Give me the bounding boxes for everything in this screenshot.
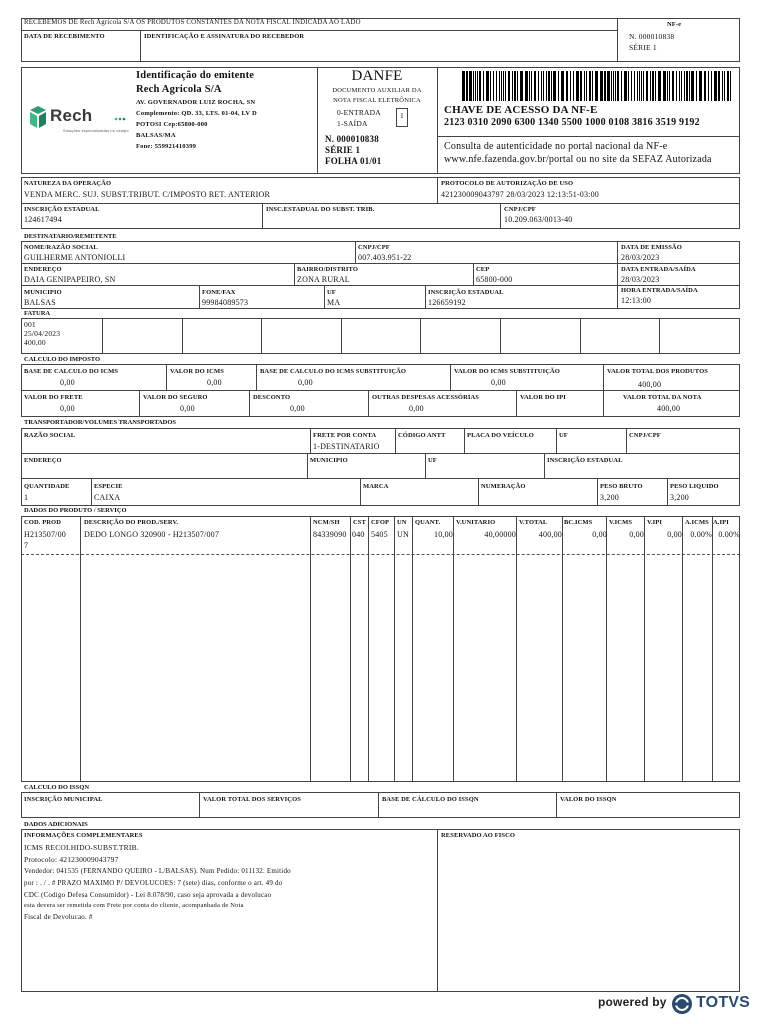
item-quant: 10,00 <box>434 530 453 539</box>
bc-icms-label: BASE DE CALCULO DO ICMS <box>24 368 119 375</box>
powered-by: powered by <box>598 995 667 1009</box>
produtos-section: DADOS DO PRODUTO / SERVIÇO <box>24 507 127 514</box>
dest-municipio: BALSAS <box>24 298 56 307</box>
v-prod: 400,00 <box>638 380 662 389</box>
dest-uf: MA <box>327 298 341 307</box>
produtos-column-divider <box>394 516 395 782</box>
dest-nome: GUILHERME ANTONIOLLI <box>24 253 126 262</box>
info-line-3: Vendedor: 041535 (FERNANDO QUEIRO - L/BALSAS). Num Pedido: 011132. Emitido <box>24 867 291 875</box>
seguro-label: VALOR DO SEGURO <box>143 394 208 401</box>
col-descricao: DESCRIÇÃO DO PROD./SERV. <box>84 519 179 526</box>
danfe-numero: N. 000010838 <box>325 134 379 144</box>
produtos-column-divider <box>606 516 607 782</box>
produtos-column-divider <box>412 516 413 782</box>
dest-cep-label: CEP <box>476 266 490 273</box>
transp-cnpj-label: CNPJ/CPF <box>629 432 661 439</box>
canhoto-nfe-serie: SÉRIE 1 <box>629 43 657 52</box>
issqn-bc-label: BASE DE CÁLCULO DO ISSQN <box>382 796 479 803</box>
v-nota-label: VALOR TOTAL DA NOTA <box>623 394 702 401</box>
emitente-fone: Fone: 559921410399 <box>136 143 197 150</box>
item-vipi: 0,00 <box>667 530 682 539</box>
transp-uf2-label: UF <box>428 457 437 464</box>
transp-qtd: 1 <box>24 493 29 502</box>
frete: 0,00 <box>60 404 75 413</box>
transp-marca-label: MARCA <box>363 483 389 490</box>
emitente-cnpj-label: CNPJ/CPF <box>504 206 536 213</box>
issqn-v-label: VALOR DO ISSQN <box>560 796 617 803</box>
transp-uf-label: UF <box>559 432 568 439</box>
item-aicms: 0.00% <box>690 530 712 539</box>
v-nota: 400,00 <box>657 404 681 413</box>
produtos-column-divider <box>350 516 351 782</box>
transporte-section: TRANSPORTADOR/VOLUMES TRANSPORTADOS <box>24 419 177 426</box>
col-vunit: V.UNITARIO <box>456 519 496 526</box>
ie-st-label: INSC.ESTADUAL DO SUBST. TRIB. <box>266 206 375 213</box>
transp-numeracao-label: NUMERAÇÃO <box>481 483 526 490</box>
info-line-5: CDC (Codigo Defesa Consumidor) - Lei 8.078/90, caso seja aprovada a devolucao <box>24 891 272 899</box>
imposto-section: CALCULO DO IMPOSTO <box>24 356 101 363</box>
transp-qtd-label: QUANTIDADE <box>24 483 70 490</box>
col-vicms: V.ICMS <box>609 519 633 526</box>
totvs-brand: TOTVS <box>696 994 751 1011</box>
nfe-label: NF-e <box>667 21 682 28</box>
outras: 0,00 <box>409 404 424 413</box>
info-line-1: ICMS RECOLHIDO-SUBST.TRIB. <box>24 843 139 852</box>
transp-especie-label: ESPECIE <box>94 483 123 490</box>
natureza-value: VENDA MERC. SUJ. SUBST.TRIBUT. C/IMPOSTO RET. ANTERIOR <box>24 190 271 199</box>
col-cst: CST <box>353 519 366 526</box>
danfe-saida: 1-SAÍDA <box>337 119 368 128</box>
produtos-box <box>21 516 740 782</box>
consulta-line2: www.nfe.fazenda.gov.br/portal ou no site da SEFAZ Autorizada <box>444 154 712 165</box>
fatura-valor: 400,00 <box>24 338 46 347</box>
data-recebimento-label: DATA DE RECEBIMENTO <box>24 33 105 40</box>
produtos-column-divider <box>682 516 683 782</box>
barcode <box>462 71 732 101</box>
item-vicms: 0,00 <box>629 530 644 539</box>
item-vunit: 40,00000 <box>484 530 516 539</box>
danfe-folha: FOLHA 01/01 <box>325 156 382 166</box>
item-cfop: 5405 <box>371 530 388 539</box>
dest-bairro: ZONA RURAL <box>297 275 350 284</box>
dest-ie-label: INSCRIÇÃO ESTADUAL <box>428 289 504 296</box>
produtos-column-divider <box>562 516 563 782</box>
item-un: UN <box>397 530 409 539</box>
col-ncm: NCM/SH <box>313 519 340 526</box>
canhoto-text: RECEBEMOS DE Rech Agricola S/A OS PRODUTOS CONSTANTES DA NOTA FISCAL INDICADA AO LADO <box>24 19 361 26</box>
bc-st: 0,00 <box>298 378 313 387</box>
danfe-title: DANFE <box>351 68 403 84</box>
col-cod: COD. PROD <box>24 519 62 526</box>
dest-emissao: 28/03/2023 <box>621 253 660 262</box>
bc-st-label: BASE DE CALCULO DO ICMS SUBSTITUIÇÃO <box>260 368 407 375</box>
ie-label: INSCRIÇÃO ESTADUAL <box>24 206 100 213</box>
col-cfop: CFOP <box>371 519 390 526</box>
fatura-box <box>21 318 740 354</box>
transp-bruto: 3,200 <box>600 493 619 502</box>
dest-hora-label: HORA ENTRADA/SAÍDA <box>621 287 698 294</box>
item-vtotal: 400,00 <box>538 530 562 539</box>
protocolo-label: PROTOCOLO DE AUTORIZAÇÃO DE USO <box>441 180 574 187</box>
info-label: INFORMAÇÕES COMPLEMENTARES <box>24 832 143 839</box>
v-st: 0,00 <box>491 378 506 387</box>
chave-valor: 2123 0310 2090 6300 1340 5500 1000 0108 3816 3519 9192 <box>444 117 700 128</box>
emitente-nome: Rech Agricola S/A <box>136 84 222 95</box>
desconto-label: DESCONTO <box>253 394 291 401</box>
totvs-logo-icon <box>671 993 693 1015</box>
item-cod1: H213507/00 <box>24 530 66 539</box>
danfe-serie: SÉRIE 1 <box>325 145 361 155</box>
produtos-column-divider <box>644 516 645 782</box>
dest-nome-label: NOME/RAZÃO SOCIAL <box>24 244 98 251</box>
issqn-im-label: INSCRIÇÃO MUNICIPAL <box>24 796 103 803</box>
item-cst: 040 <box>352 530 365 539</box>
produtos-column-divider <box>368 516 369 782</box>
v-icms: 0,00 <box>207 378 222 387</box>
col-vipi: V.IPI <box>647 519 663 526</box>
transp-antt-label: CÓDIGO ANTT <box>398 432 446 439</box>
dest-hora: 12:13:00 <box>621 296 652 305</box>
dest-endereco: DAIA GENIPAPEIRO, SN <box>24 275 116 284</box>
dest-cep: 65800-000 <box>476 275 513 284</box>
item-bcicms: 0,00 <box>592 530 607 539</box>
issqn-servicos-label: VALOR TOTAL DOS SERVIÇOS <box>203 796 301 803</box>
danfe-sub2: NOTA FISCAL ELETRÔNICA <box>333 97 421 104</box>
col-aicms: A.ICMS <box>685 519 709 526</box>
info-line-7: Fiscal de Devolucao. # <box>24 913 93 921</box>
produtos-column-divider <box>80 516 81 782</box>
produtos-column-divider <box>310 516 311 782</box>
info-line-4: por : . / . # PRAZO MAXIMO P/ DEVOLUCOES: 7 (sete) dias, conforme o art. 49 do <box>24 879 283 887</box>
fisco-label: RESERVADO AO FISCO <box>441 832 516 839</box>
consulta-line1: Consulta de autenticidade no portal nacional da NF-e <box>444 141 668 152</box>
transp-ie-label: INSCRIÇÃO ESTADUAL <box>547 457 623 464</box>
seguro: 0,00 <box>180 404 195 413</box>
item-descricao: DEDO LONGO 320900 - H213507/007 <box>84 530 220 539</box>
info-line-6: esta devera ser remetida com Frete por conta do cliente, acompanhada de Nota <box>24 902 244 909</box>
logo-text: Rech <box>50 106 93 125</box>
dest-endereco-label: ENDEREÇO <box>24 266 62 273</box>
dest-entrada-label: DATA ENTRADA/SAÍDA <box>621 266 696 273</box>
emitente-bairro-cep: POTOSI Cep:65800-000 <box>136 121 208 128</box>
dest-emissao-label: DATA DE EMISSÃO <box>621 244 682 251</box>
outras-label: OUTRAS DESPESAS ACESSÓRIAS <box>372 394 479 401</box>
dest-fone-label: FONE/FAX <box>202 289 236 296</box>
destinatario-section: DESTINATARIO/REMETENTE <box>24 233 117 240</box>
dest-fone: 99984089573 <box>202 298 249 307</box>
produtos-column-divider <box>516 516 517 782</box>
issqn-section: CALCULO DO ISSQN <box>24 784 90 791</box>
fatura-section: FATURA <box>24 310 51 317</box>
protocolo-value: 421230009043797 28/03/2023 12:13:51-03:00 <box>441 190 599 199</box>
col-aipi: A.IPI <box>713 519 729 526</box>
v-prod-label: VALOR TOTAL DOS PRODUTOS <box>607 368 708 375</box>
transp-razao-label: RAZÃO SOCIAL <box>24 432 76 439</box>
danfe-sub1: DOCUMENTO AUXILIAR DA <box>332 87 422 94</box>
dest-bairro-label: BAIRRO/DISTRITO <box>297 266 358 273</box>
item-cod2: 7 <box>24 541 29 550</box>
desconto: 0,00 <box>290 404 305 413</box>
adicionais-box <box>21 829 740 992</box>
transp-especie: CAIXA <box>94 493 121 502</box>
transp-frete-label: FRETE POR CONTA <box>313 432 377 439</box>
transp-liquido-label: PESO LIQUIDO <box>670 483 719 490</box>
item-ncm: 84339090 <box>313 530 347 539</box>
transp-municipio-label: MUNICIPIO <box>310 457 348 464</box>
fatura-vencimento: 25/04/2023 <box>24 329 61 338</box>
transp-placa-label: PLACA DO VEÍCULO <box>467 432 534 439</box>
transporte-box <box>21 428 740 506</box>
dest-uf-label: UF <box>327 289 336 296</box>
fatura-numero: 001 <box>24 320 36 329</box>
transp-frete: 1-DESTINATARIO <box>313 442 380 451</box>
transp-endereco-label: ENDEREÇO <box>24 457 62 464</box>
produtos-dashed-line <box>21 554 740 555</box>
transp-liquido: 3,200 <box>670 493 689 502</box>
emitente-title: Identificação do emitente <box>136 70 255 81</box>
adicionais-section: DADOS ADICIONAIS <box>24 821 88 828</box>
dest-cnpj-label: CNPJ/CPF <box>358 244 390 251</box>
emitente-cidade: BALSAS/MA <box>136 132 176 139</box>
logo-tagline: Soluções especializadas no campo <box>63 129 129 133</box>
ipi-label: VALOR DO IPI <box>520 394 566 401</box>
col-un: UN <box>397 519 407 526</box>
dest-cnpj: 007.403.951-22 <box>358 253 412 262</box>
col-vtotal: V.TOTAL <box>519 519 548 526</box>
col-quant: QUANT. <box>415 519 441 526</box>
emitente-cnpj-value: 10.209.063/0013-40 <box>504 215 573 224</box>
issqn-box <box>21 792 740 818</box>
dest-ie: 126659192 <box>428 298 466 307</box>
item-aipi: 0.00% <box>718 530 740 539</box>
danfe-tipo: 1 <box>400 112 404 120</box>
emitente-endereco: AV. GOVERNADOR LUIZ ROCHA, SN <box>136 99 256 106</box>
identificacao-label: IDENTIFICAÇÃO E ASSINATURA DO RECEBEDOR <box>144 33 305 40</box>
dest-entrada: 28/03/2023 <box>621 275 660 284</box>
produtos-column-divider <box>453 516 454 782</box>
produtos-column-divider <box>712 516 713 782</box>
ie-value: 124617494 <box>24 215 62 224</box>
transp-bruto-label: PESO BRUTO <box>600 483 643 490</box>
emitente-complemento: Complemento: QD. 33, LTS. 01-04, LV D <box>136 110 257 117</box>
v-icms-label: VALOR DO ICMS <box>170 368 224 375</box>
barcode-graphic <box>462 71 732 101</box>
v-st-label: VALOR DO ICMS SUBSTITUIÇÃO <box>454 368 560 375</box>
frete-label: VALOR DO FRETE <box>24 394 83 401</box>
danfe-entrada: 0-ENTRADA <box>337 108 381 117</box>
info-line-2: Protocolo: 421230009043797 <box>24 855 119 864</box>
canhoto-nfe-numero: N. 000010838 <box>629 32 675 41</box>
dest-municipio-label: MUNICIPIO <box>24 289 62 296</box>
natureza-label: NATUREZA DA OPERAÇÃO <box>24 180 112 187</box>
bc-icms: 0,00 <box>60 378 75 387</box>
chave-label: CHAVE DE ACESSO DA NF-E <box>444 104 598 116</box>
col-bcicms: BC.ICMS <box>564 519 593 526</box>
